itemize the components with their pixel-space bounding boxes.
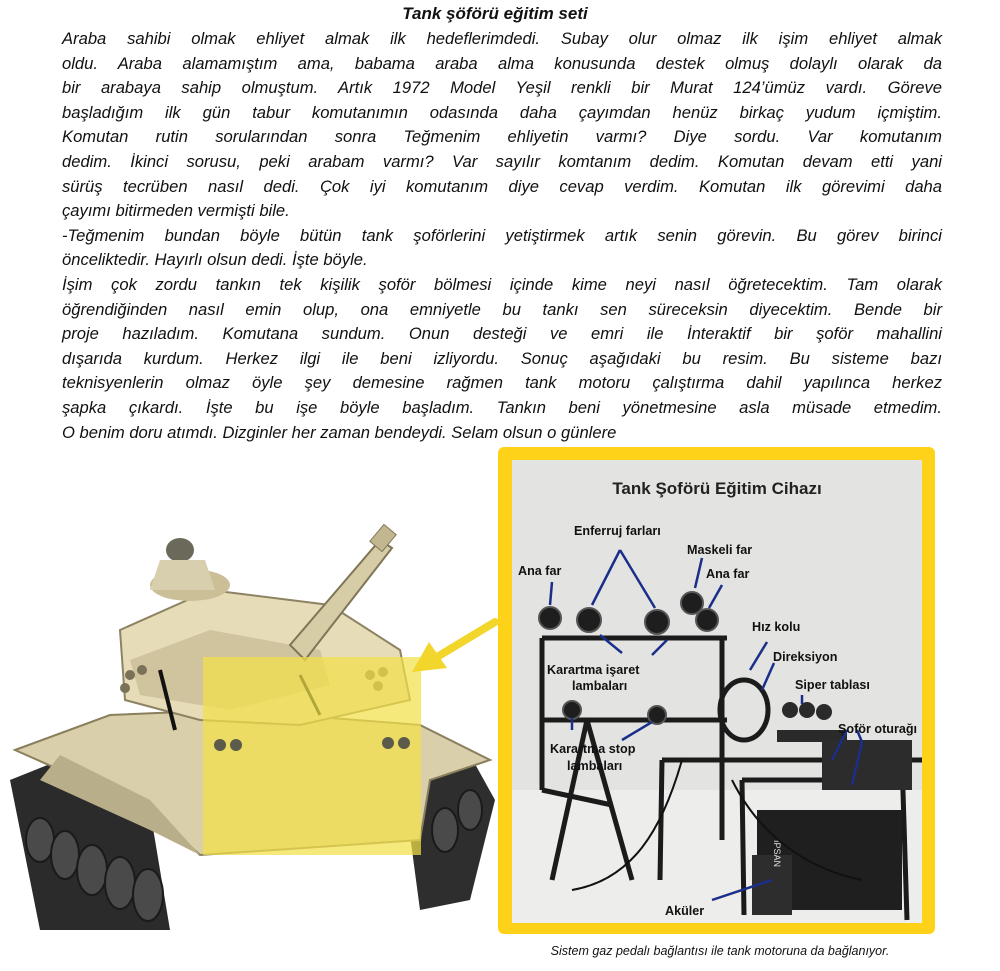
text-line: Araba sahibi olmak ehliyet almak ilk hedeflerimdedi. Subay olur olmaz ilk işim ehliyet almak: [62, 29, 942, 48]
label-siper-tablasi: Siper tablası: [795, 678, 870, 692]
text-line: teknisyenlerin olmaz öyle şey demesine rağmen tank motoru çalıştırma dahil yapılınca herkez: [62, 373, 942, 393]
label-karartma-isaret: Karartma işaret: [547, 663, 640, 677]
label-karartma-stop: Karartma stop: [550, 742, 636, 756]
text-line: başladığım ilk gün tabur komutanımın odasında daha çayımdan henüz birkaç yudum içmiştim.: [62, 102, 942, 122]
text-line: -Teğmenim bundan böyle bütün tank şoförlerini yetiştirmek artık senin görevin. Bu görev birinci: [62, 225, 942, 245]
text-line: proje hazıladım. Komutana sundum. Onun desteği ve emri ile İnteraktif bir şoför mahallini: [62, 324, 942, 344]
label-enferruj: Enferruj farları: [574, 524, 661, 538]
label-maskeli-far: Maskeli far: [687, 543, 753, 557]
text-line: öğrendiğinden nasıl emin olup, ona emniyetle bu tankı sen süreceksin diyecektim. Bende bir: [62, 299, 942, 319]
text-line: dedim. İkinci sorusu, peki arabam varmı? Var sayılır komtanım dedim. Komutan devam etti yani: [62, 151, 942, 171]
training-device-photo: [512, 460, 922, 923]
text-line: bir arabaya sahip olmuştum. Artık 1972 Model Yeşil renkli bir Murat 124’ümüz vardı. Göreve: [62, 78, 942, 98]
label-sofor-oturagi: Şoför oturağı: [838, 722, 918, 736]
text-line: önceliktedir. Hayırlı olsun dedi. İşte böyle.: [62, 250, 368, 270]
story-paragraph: [62, 27, 942, 445]
photo-caption: Sistem gaz pedalı bağlantısı ile tank motoruna da bağlanıyor.: [550, 944, 890, 958]
text-line: oldu. Araba alamamıştım ama, babama araba alma konusunda destek olmuş dolaylı olarak da: [62, 53, 942, 73]
text-line: şapka çıkardı. İşte bu işe böyle başladım. Tankın beni yönetmesine asla müsade etmedim.: [62, 397, 942, 417]
label-ana-far-left: Ana far: [518, 564, 562, 578]
tank-illustration: [0, 510, 500, 930]
label-hiz-kolu: Hız kolu: [752, 620, 801, 634]
tank-photo: [0, 510, 500, 930]
label-karartma-stop-2: lambaları: [567, 759, 623, 773]
text-line: O benim doru atımdı. Dizginler her zaman bendeydi. Selam olsun o günlere: [62, 422, 617, 442]
driver-compartment-highlight: [203, 657, 421, 855]
label-karartma-isaret-2: lambaları: [572, 679, 628, 693]
text-line: Komutan rutin sorularından sonra Teğmenim ehliyetin varmı? Diye sordu. Var komutanım: [62, 127, 942, 147]
text-line: çayımı bitirmeden vermişti bile.: [62, 201, 290, 221]
label-akuler: Aküler: [665, 904, 705, 918]
text-line: sürüş tecrüben nasıl dedi. Çok iyi komutanım diye cevap verdim. Komutan ilk görevimi daha: [62, 176, 942, 196]
text-line: İşim çok zordu tankın tek kişilik şoför bölmesi içinde kime neyi nasıl öğretecektim. Tam olarak: [62, 274, 942, 294]
label-ana-far-right: Ana far: [706, 567, 750, 581]
svg-text:IPSAN: IPSAN: [772, 840, 782, 868]
device-title: Tank Şoförü Eğitim Cihazı: [612, 479, 822, 498]
label-direksiyon: Direksiyon: [773, 650, 838, 664]
page-title: Tank şöförü eğitim seti: [402, 4, 588, 23]
text-line: dışarıda kurdum. Herkez ilgi ile beni izliyordu. Sonuç aşağıdaki bu resim. Bu sisteme bazı: [62, 348, 942, 368]
